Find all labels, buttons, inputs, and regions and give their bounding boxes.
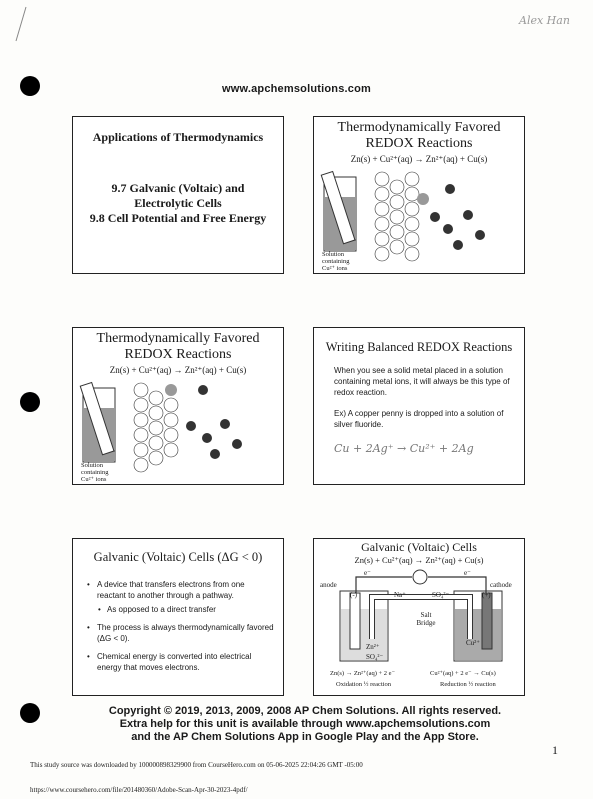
bullet-sub-direct-transfer: • As opposed to a direct transfer <box>87 604 275 615</box>
cathode-sign: (+) <box>482 591 491 599</box>
electron-flow-left: e⁻ <box>364 569 371 577</box>
slide-text-intro: When you see a solid metal placed in a solution containing metal ions, it will always be this type of redox reaction. <box>334 366 510 397</box>
cathode-label: cathode <box>490 581 512 589</box>
bullet-definition: • A device that transfers electrons from one reactant to another through a pathway. <box>87 579 275 601</box>
sodium-ion-label: Na⁺ <box>394 591 406 599</box>
handwritten-name: Alex Han <box>519 14 570 27</box>
bullet-chemical-energy: • Chemical energy is converted into electrical energy that moves electrons. <box>87 651 275 673</box>
slide-galvanic-cells-definition <box>72 538 284 696</box>
slide-title: Galvanic (Voltaic) Cells <box>361 540 477 554</box>
slide-title-line2: REDOX Reactions <box>365 136 473 151</box>
website-header: www.apchemsolutions.com <box>221 83 372 95</box>
punch-hole-bottom <box>20 703 40 723</box>
copper-ion-label: Cu²⁺ <box>466 639 480 647</box>
salt-bridge-label: Salt Bridge <box>416 611 436 627</box>
study-source-notice: This study source was downloaded by 100000898329900 from CourseHero.com on 05-06-2025 22:04:26 GMT -05:00 <box>30 761 363 769</box>
slide-thermodynamically-favored-2 <box>72 327 284 485</box>
slide-title: Writing Balanced REDOX Reactions <box>325 340 513 354</box>
topic-cell-potential: 9.8 Cell Potential and Free Energy <box>89 211 267 225</box>
reaction-equation: Zn(s) + Cu²⁺(aq) → Zn²⁺(aq) + Cu(s) <box>350 154 488 164</box>
zinc-ion-label: Zn²⁺ <box>366 643 380 651</box>
pen-stroke-mark <box>10 5 30 45</box>
solution-label: Solution containing Cu²⁺ ions <box>81 462 109 483</box>
reduction-half-reaction: Cu²⁺(aq) + 2 e⁻ → Cu(s) <box>430 670 496 677</box>
oxidation-half-reaction: Zn(s) → Zn²⁺(aq) + 2 e⁻ <box>330 670 395 677</box>
slide-applications-of-thermodynamics <box>72 116 284 274</box>
reduction-caption: Reduction ½ reaction <box>440 681 496 688</box>
reaction-equation: Zn(s) + Cu²⁺(aq) → Zn²⁺(aq) + Cu(s) <box>354 555 484 565</box>
punch-hole-middle <box>20 392 40 412</box>
slide-title-line2: REDOX Reactions <box>124 347 232 362</box>
page-number: 1 <box>552 743 558 757</box>
sulfate-ion-top-label: SO₄²⁻ <box>432 591 450 599</box>
reaction-equation: Zn(s) + Cu²⁺(aq) → Zn²⁺(aq) + Cu(s) <box>109 365 247 375</box>
oxidation-caption: Oxidation ½ reaction <box>336 681 392 688</box>
handwritten-answer: Cu + 2Ag⁺ → Cu²⁺ + 2Ag <box>334 442 474 455</box>
topic-galvanic-electrolytic-cont: Electrolytic Cells <box>134 196 222 210</box>
topic-galvanic-electrolytic: 9.7 Galvanic (Voltaic) and <box>111 181 245 195</box>
sulfate-ion-left-label: SO₄²⁻ <box>366 653 384 661</box>
slide-title: Galvanic (Voltaic) Cells (ΔG < 0) <box>93 550 263 564</box>
bullet-thermodynamically-favored: • The process is always thermodynamically favored (ΔG < 0). <box>87 622 275 644</box>
anode-sign: (-) <box>350 591 357 599</box>
slide-title: Applications of Thermodynamics <box>92 130 264 144</box>
slide-title-line1: Thermodynamically Favored <box>337 120 501 135</box>
slide-title-line1: Thermodynamically Favored <box>96 331 260 346</box>
solution-label: Solution containing Cu²⁺ ions <box>322 251 350 272</box>
source-url[interactable]: https://www.coursehero.com/file/201480360/Adobe-Scan-Apr-30-2023-4pdf/ <box>30 786 248 794</box>
electron-flow-right: e⁻ <box>464 569 471 577</box>
extra-help-line: Extra help for this unit is available through www.apchemsolutions.com <box>119 718 491 730</box>
anode-label: anode <box>320 581 337 589</box>
slide-text-example: Ex) A copper penny is dropped into a solution of silver fluoride. <box>334 409 504 429</box>
app-store-line: and the AP Chem Solutions App in Google Play and the App Store. <box>131 731 479 743</box>
slide-galvanic-cell-diagram <box>313 538 525 696</box>
slide-thermodynamically-favored-1 <box>313 116 525 274</box>
slide-writing-balanced-redox <box>313 327 525 485</box>
copyright-line: Copyright © 2019, 2013, 2009, 2008 AP Chem Solutions. All rights reserved. <box>108 705 502 717</box>
